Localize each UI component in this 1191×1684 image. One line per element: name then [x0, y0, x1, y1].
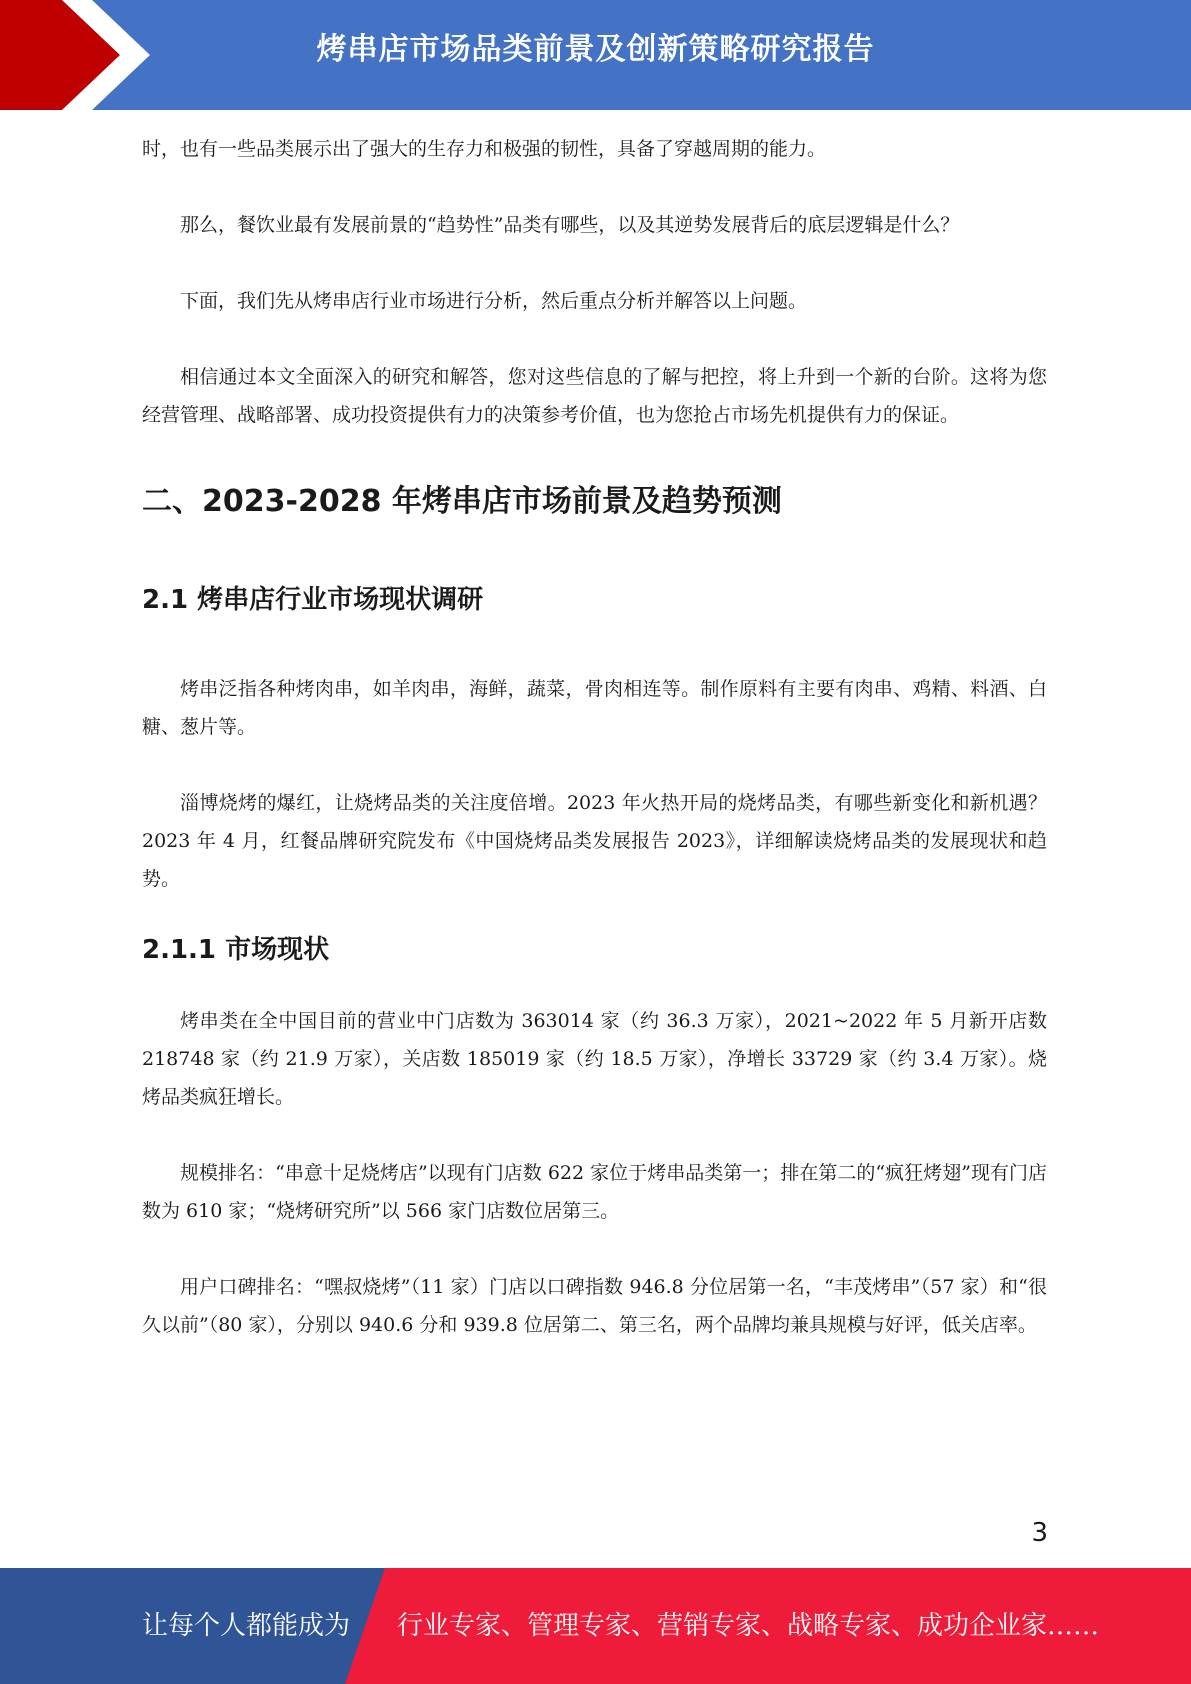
section-heading: 二、2023-2028 年烤串店市场前景及趋势预测	[142, 484, 782, 519]
document-body	[142, 130, 1047, 1344]
paragraph: 规模排名：“串意十足烧烤店”以现有门店数 622 家位于烤串品类第一；排在第二的“疯狂烤翅”现有门店数为 610 家；“烧烤研究所”以 566 家门店数位居第三。	[142, 1162, 1047, 1222]
page-footer	[0, 1568, 1191, 1684]
paragraph: 那么，餐饮业最有发展前景的“趋势性”品类有哪些，以及其逆势发展背后的底层逻辑是什么？	[180, 214, 960, 236]
paragraph: 用户口碑排名：“嘿叔烧烤”（11 家）门店以口碑指数 946.8 分位居第一名，“丰茂烤串”（57 家）和“很久以前”（80 家），分别以 940.6 分和 939.8 位居第二、第三名，两个品牌均兼具规模与好评，低关店率。	[142, 1276, 1047, 1336]
subsection-heading: 2.1 烤串店行业市场现状调研	[142, 585, 484, 615]
paragraph: 相信通过本文全面深入的研究和解答，您对这些信息的了解与把控，将上升到一个新的台阶。这将为您经营管理、战略部署、成功投资提供有力的决策参考价值，也为您抢占市场先机提供有力的保证。	[142, 366, 1047, 426]
paragraph: 烤串类在全中国目前的营业中门店数为 363014 家（约 36.3 万家），2021~2022 年 5 月新开店数 218748 家（约 21.9 万家），关店数 185019 家（约 18.5 万家），净增长 33729 家（约 3.4 万家）。烧烤品类疯狂增长。	[142, 1010, 1047, 1108]
page-header	[0, 0, 1191, 110]
paragraph: 时，也有一些品类展示出了强大的生存力和极强的韧性，具备了穿越周期的能力。	[142, 138, 827, 160]
footer-slogan-left: 让每个人都能成为	[142, 1611, 351, 1641]
page-number: 3	[1031, 1518, 1048, 1548]
paragraph: 淄博烧烤的爆红，让烧烤品类的关注度倍增。2023 年火热开局的烧烤品类，有哪些新变化和新机遇？2023 年 4 月，红餐品牌研究院发布《中国烧烤品类发展报告 2023》，详细解读烧烤品类的发展现状和趋势。	[142, 792, 1047, 890]
sub-subsection-heading: 2.1.1 市场现状	[142, 935, 330, 965]
header-title: 烤串店市场品类前景及创新策略研究报告	[316, 32, 875, 67]
footer-slogan-right: 行业专家、管理专家、营销专家、战略专家、成功企业家……	[397, 1611, 1100, 1641]
paragraph: 下面，我们先从烤串店行业市场进行分析，然后重点分析并解答以上问题。	[180, 290, 808, 312]
paragraph: 烤串泛指各种烤肉串，如羊肉串，海鲜，蔬菜，骨肉相连等。制作原料有主要有肉串、鸡精、料酒、白糖、葱片等。	[142, 678, 1047, 738]
